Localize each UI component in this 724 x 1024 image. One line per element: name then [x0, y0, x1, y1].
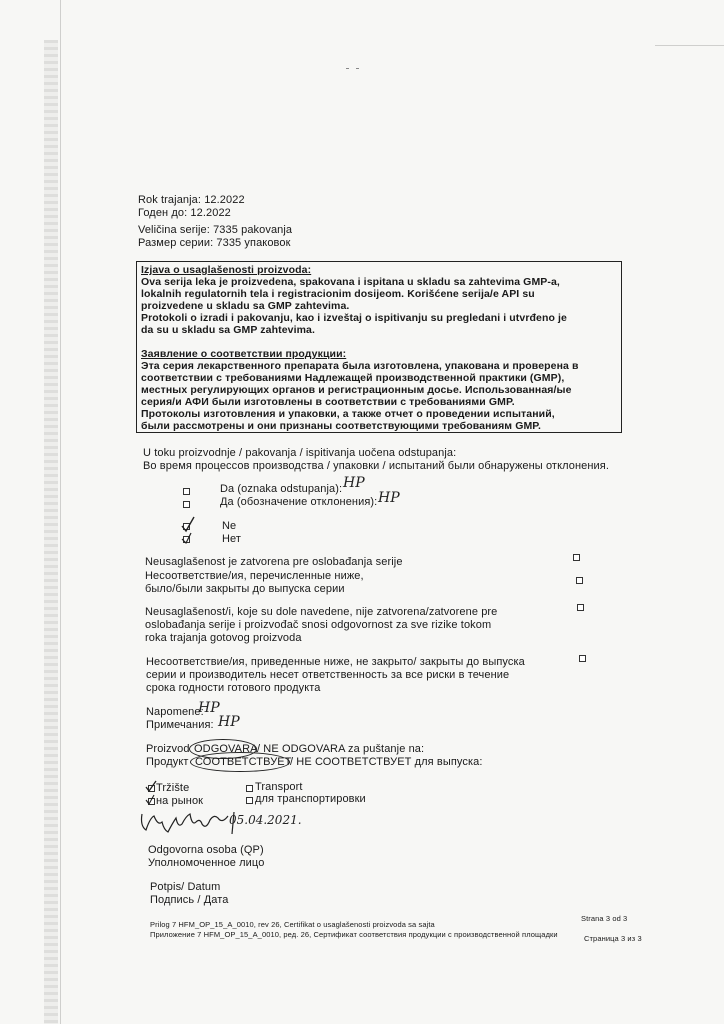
deviation-no-ru: Нет — [222, 533, 242, 545]
market-sr: Tržište — [156, 782, 190, 794]
declaration-ru-heading: Заявление о соответствии продукции: — [141, 348, 347, 360]
deviation-yes-checkbox-ru[interactable] — [183, 501, 190, 508]
nc-closed-checkbox-ru[interactable] — [576, 577, 583, 584]
nc-open-sr-line3: roka trajanja gotovog proizvoda — [145, 632, 302, 644]
release-ru-circle — [190, 752, 290, 772]
sign-date-ru: Подпись / Дата — [150, 894, 229, 906]
release-sr-option-yes: ODGOVARA — [194, 743, 258, 755]
notes-label-sr: Napomene: — [146, 706, 204, 718]
signature-date-handwritten: 05.04.2021. — [229, 813, 302, 827]
batch-size-ru: Размер серии: 7335 упаковок — [138, 237, 291, 249]
transport-sr: Transport — [255, 781, 303, 793]
declaration-sr-line: lokalnih regulatornih tela i registracionim dosijeom. Korišćene serija/e API su — [141, 288, 535, 300]
batch-size-sr: Veličina serije: 7335 pakovanja — [138, 224, 293, 236]
footer-page-sr: Strana 3 od 3 — [581, 914, 628, 923]
scan-speck — [356, 68, 359, 69]
nc-open-ru-line1: Несоответствие/ия, приведенные ниже, не закрыто/ закрыты до выпуска — [146, 656, 525, 668]
scan-edge-shadow — [44, 40, 58, 1024]
expiry-ru: Годен до: 12.2022 — [138, 207, 231, 219]
deviation-yes-ru: Да (обозначение отклонения): — [220, 496, 378, 508]
nc-closed-line3: было/были закрыты до выпуска серии — [145, 583, 345, 595]
expiry-sr: Rok trajanja: 12.2022 — [138, 194, 245, 206]
declaration-ru-line: серия/и АФИ были изготовлены в соответствии с требованиями GMP. — [141, 396, 515, 408]
release-ru-prefix: Продукт — [146, 756, 189, 768]
scan-edge-line — [60, 0, 61, 1024]
market-ru: на рынок — [156, 795, 204, 807]
footer-line-sr: Prilog 7 HFM_OP_15_A_0010, rev 26, Certifikat o usaglašenosti proizvoda sa sajta — [150, 920, 435, 929]
scan-top-line — [655, 45, 724, 46]
declaration-box — [136, 261, 622, 433]
nc-closed-line1: Neusaglašenost je zatvorena pre oslobađanja serije — [145, 556, 403, 568]
sign-date-sr: Potpis/ Datum — [150, 881, 221, 893]
notes-handwritten-ru: HP — [218, 714, 240, 730]
release-sr-rest: / NE ODGOVARA za puštanje na: — [257, 743, 425, 755]
nc-closed-line2: Несоответствие/ия, перечисленные ниже, — [145, 570, 364, 582]
declaration-sr-line: Protokoli o izradi i pakovanju, kao i izveštaj o ispitivanju su pregledani i utvrđeno je — [141, 312, 567, 324]
deviation-handwritten-code: HP — [343, 475, 365, 491]
deviations-question-sr: U toku proizvodnje / pakovanja / ispitivanja uočena odstupanja: — [143, 447, 457, 459]
check-mark-icon — [180, 514, 196, 544]
transport-ru: для транспортировки — [255, 793, 366, 805]
declaration-ru-line: Протоколы изготовления и упаковки, а также отчет о проведении испытаний, — [141, 408, 555, 420]
release-ru-option-yes: СООТВЕТСТВУЕТ — [195, 756, 292, 768]
declaration-sr-line: Ova serija leka je proizvedena, spakovana i ispitana u skladu sa zahtevima GMP-a, — [141, 276, 560, 288]
deviation-yes-checkbox[interactable] — [183, 488, 190, 495]
declaration-ru-line: были рассмотрены и они признаны соответствующими требованиям GMP. — [141, 420, 542, 432]
notes-label-ru: Примечания: — [146, 719, 214, 731]
qp-ru: Уполномоченное лицо — [148, 857, 265, 869]
nc-open-sr-line1: Neusaglašenost/i, koje su dole navedene, nije zatvorena/zatvorene pre — [145, 606, 498, 618]
release-ru-rest: / НЕ СООТВЕТСТВУЕТ для выпуска: — [290, 756, 483, 768]
declaration-ru-line: Эта серия лекарственного препарата была изготовлена, упакована и проверена в — [141, 360, 579, 372]
footer-page-ru: Страница 3 из 3 — [584, 934, 642, 943]
declaration-sr-heading: Izjava o usaglašenosti proizvoda: — [141, 264, 312, 276]
footer-line-ru: Приложение 7 HFM_OP_15_A_0010, ред. 26, Сертификат соответствия продукции с производственной площадки — [150, 930, 558, 939]
transport-checkbox[interactable] — [246, 785, 253, 792]
notes-handwritten: HP — [198, 700, 220, 716]
handwritten-signature — [138, 808, 238, 838]
deviation-handwritten-code-ru: HP — [378, 490, 400, 506]
declaration-ru-line: соответствии с требованиями Надлежащей производственной практики (GMP), — [141, 372, 565, 384]
nc-open-sr-checkbox[interactable] — [577, 604, 584, 611]
nc-closed-checkbox[interactable] — [573, 554, 580, 561]
deviations-question-ru: Во время процессов производства / упаковки / испытаний были обнаружены отклонения. — [143, 460, 609, 472]
transport-checkbox-ru[interactable] — [246, 797, 253, 804]
release-sr-prefix: Proizvod — [146, 743, 190, 755]
declaration-ru-line: местных регулирующих органов и регистрационным досье. Использованная/ые — [141, 384, 572, 396]
declaration-sr-line: proizvedene u skladu sa GMP zahtevima. — [141, 300, 350, 312]
nc-open-ru-checkbox[interactable] — [579, 655, 586, 662]
deviation-yes-sr: Da (oznaka odstupanja): — [220, 483, 343, 495]
nc-open-sr-line2: oslobađanja serije i proizvođač snosi odgovornost za sve rizike tokom — [145, 619, 492, 631]
deviation-no-sr: Ne — [222, 520, 237, 532]
nc-open-ru-line3: срока годности готового продукта — [146, 682, 321, 694]
qp-sr: Odgovorna osoba (QP) — [148, 844, 264, 856]
scan-speck — [346, 68, 349, 69]
nc-open-ru-line2: серии и производитель несет ответственность за все риски в течение — [146, 669, 510, 681]
declaration-sr-line: da su u skladu sa GMP zahtevima. — [141, 324, 315, 336]
